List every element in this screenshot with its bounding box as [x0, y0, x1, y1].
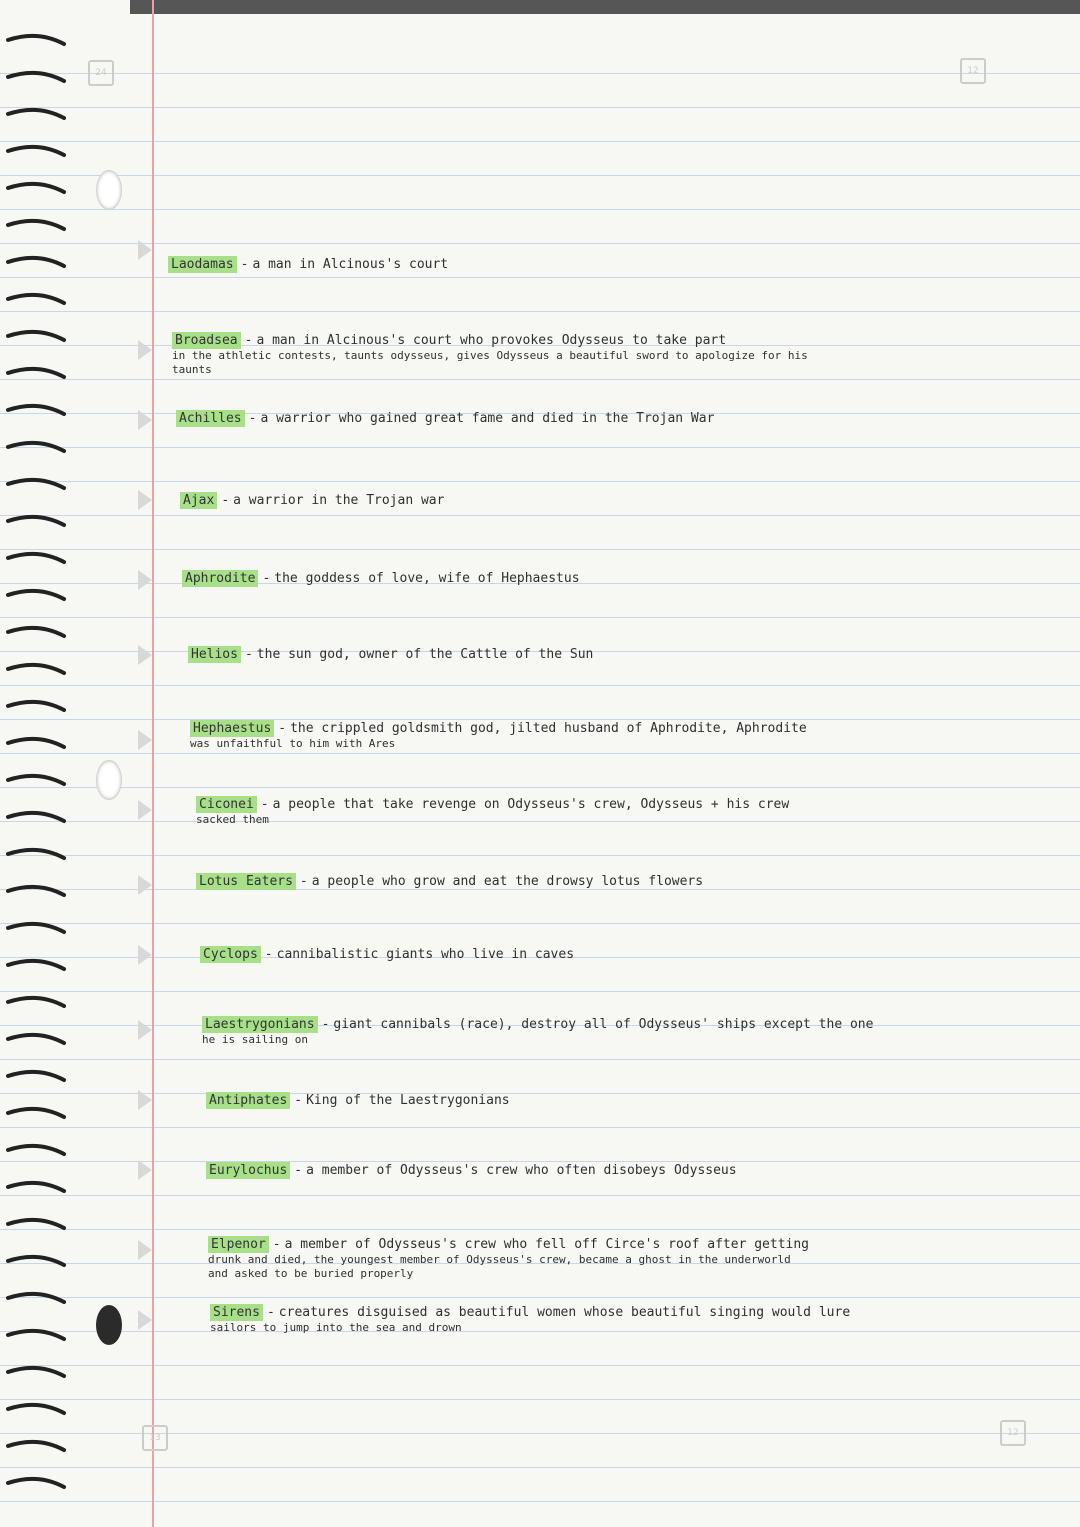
entry-definition: cannibalistic giants who live in caves [276, 947, 575, 962]
glossary-entry: Eurylochus - a member of Odysseus's crew who often disobeys Odysseus [206, 1162, 737, 1179]
entry-term: Ciconei [196, 796, 257, 813]
triangle-marker-icon [138, 1240, 152, 1260]
entry-definition-continued: sailors to jump into the sea and drown [210, 1321, 462, 1334]
entry-definition: giant cannibals (race), destroy all of Odysseus' ships except the one [333, 1017, 874, 1032]
punch-hole [96, 1305, 122, 1345]
glossary-entry: Sirens - creatures disguised as beautiful women whose beautiful singing would lure sailors to jump into the sea and drown [210, 1304, 1010, 1335]
entry-definition: the sun god, owner of the Cattle of the Sun [256, 647, 594, 662]
glossary-entry: Lotus Eaters - a people who grow and eat the drowsy lotus flowers [196, 873, 703, 890]
entry-term: Laodamas [168, 256, 237, 273]
triangle-marker-icon [138, 1160, 152, 1180]
triangle-marker-icon [138, 1090, 152, 1110]
corner-mark-icon: 12 [1000, 1420, 1026, 1446]
glossary-entry: Achilles - a warrior who gained great fame and died in the Trojan War [176, 410, 714, 427]
entry-definition: a man in Alcinous's court [252, 257, 449, 272]
triangle-marker-icon [138, 240, 152, 260]
entry-term: Laestrygonians [202, 1016, 318, 1033]
glossary-entry: Hephaestus - the crippled goldsmith god, jilted husband of Aphrodite, Aphrodite was unfaithful to him with Ares [190, 720, 970, 751]
corner-mark-icon: 24 [88, 60, 114, 86]
glossary-entry: Ajax - a warrior in the Trojan war [180, 492, 444, 509]
entry-term: Achilles [176, 410, 245, 427]
triangle-marker-icon [138, 730, 152, 750]
entry-term: Elpenor [208, 1236, 269, 1253]
glossary-entry: Ciconei - a people that take revenge on Odysseus's crew, Odysseus + his crew sacked them [196, 796, 976, 827]
glossary-entry: Cyclops - cannibalistic giants who live in caves [200, 946, 574, 963]
entry-definition-continued: taunts [172, 363, 212, 376]
entry-term: Hephaestus [190, 720, 274, 737]
entry-definition: the goddess of love, wife of Hephaestus [274, 571, 580, 586]
triangle-marker-icon [138, 570, 152, 590]
entry-definition: a member of Odysseus's crew who often disobeys Odysseus [306, 1163, 737, 1178]
triangle-marker-icon [138, 945, 152, 965]
entry-definition-continued: and asked to be buried properly [208, 1267, 414, 1280]
entry-term: Antiphates [206, 1092, 290, 1109]
entry-definition: creatures disguised as beautiful women whose beautiful singing would lure [278, 1305, 851, 1320]
entry-term: Cyclops [200, 946, 261, 963]
entry-definition: a warrior who gained great fame and died in the Trojan War [260, 411, 715, 426]
triangle-marker-icon [138, 645, 152, 665]
entry-term: Ajax [180, 492, 217, 509]
entry-term: Aphrodite [182, 570, 258, 587]
entry-definition: King of the Laestrygonians [306, 1093, 510, 1108]
triangle-marker-icon [138, 800, 152, 820]
entry-term: Helios [188, 646, 241, 663]
entry-term: Eurylochus [206, 1162, 290, 1179]
entry-definition-continued: drunk and died, the youngest member of Odysseus's crew, became a ghost in the underworld [208, 1253, 791, 1266]
entry-term: Sirens [210, 1304, 263, 1321]
entry-definition: a member of Odysseus's crew who fell off Circe's roof after getting [284, 1237, 810, 1252]
entry-definition: a warrior in the Trojan war [233, 493, 445, 508]
entry-term: Lotus Eaters [196, 873, 296, 890]
spiral-binding [0, 0, 80, 1527]
entry-term: Broadsea [172, 332, 241, 349]
triangle-marker-icon [138, 1020, 152, 1040]
glossary-entry: Laodamas - a man in Alcinous's court [168, 256, 448, 273]
glossary-entry: Broadsea - a man in Alcinous's court who provokes Odysseus to take part in the athletic contests, taunts odysseus, gives Odysseus a beautiful sword to apologize for his taunts [172, 332, 942, 377]
margin-line [152, 0, 154, 1527]
triangle-marker-icon [138, 340, 152, 360]
glossary-entry: Aphrodite - the goddess of love, wife of Hephaestus [182, 570, 580, 587]
corner-mark-icon: 13 [142, 1425, 168, 1451]
glossary-entry: Elpenor - a member of Odysseus's crew who fell off Circe's roof after getting drunk and died, the youngest member of Odysseus's crew, became a ghost in the underworld and asked to be buried properly [208, 1236, 1008, 1281]
glossary-entry: Helios - the sun god, owner of the Cattle of the Sun [188, 646, 593, 663]
top-edge [130, 0, 1080, 14]
entry-definition: a man in Alcinous's court who provokes Odysseus to take part [256, 333, 727, 348]
triangle-marker-icon [138, 490, 152, 510]
punch-hole [96, 170, 122, 210]
entry-definition: the crippled goldsmith god, jilted husband of Aphrodite, Aphrodite [290, 721, 807, 736]
triangle-marker-icon [138, 875, 152, 895]
corner-mark-icon: 12 [960, 58, 986, 84]
entry-definition-continued: he is sailing on [202, 1033, 308, 1046]
glossary-entry: Antiphates - King of the Laestrygonians [206, 1092, 510, 1109]
entry-definition: a people who grow and eat the drowsy lotus flowers [311, 874, 704, 889]
glossary-entry: Laestrygonians - giant cannibals (race), destroy all of Odysseus' ships except the one he is sailing on [202, 1016, 982, 1047]
entry-definition-continued: sacked them [196, 813, 269, 826]
entry-definition-continued: in the athletic contests, taunts odysseus, gives Odysseus a beautiful sword to apologize for his [172, 349, 808, 362]
triangle-marker-icon [138, 410, 152, 430]
entry-definition-continued: was unfaithful to him with Ares [190, 737, 396, 750]
triangle-marker-icon [138, 1310, 152, 1330]
entry-definition: a people that take revenge on Odysseus's crew, Odysseus + his crew [272, 797, 790, 812]
punch-hole [96, 760, 122, 800]
